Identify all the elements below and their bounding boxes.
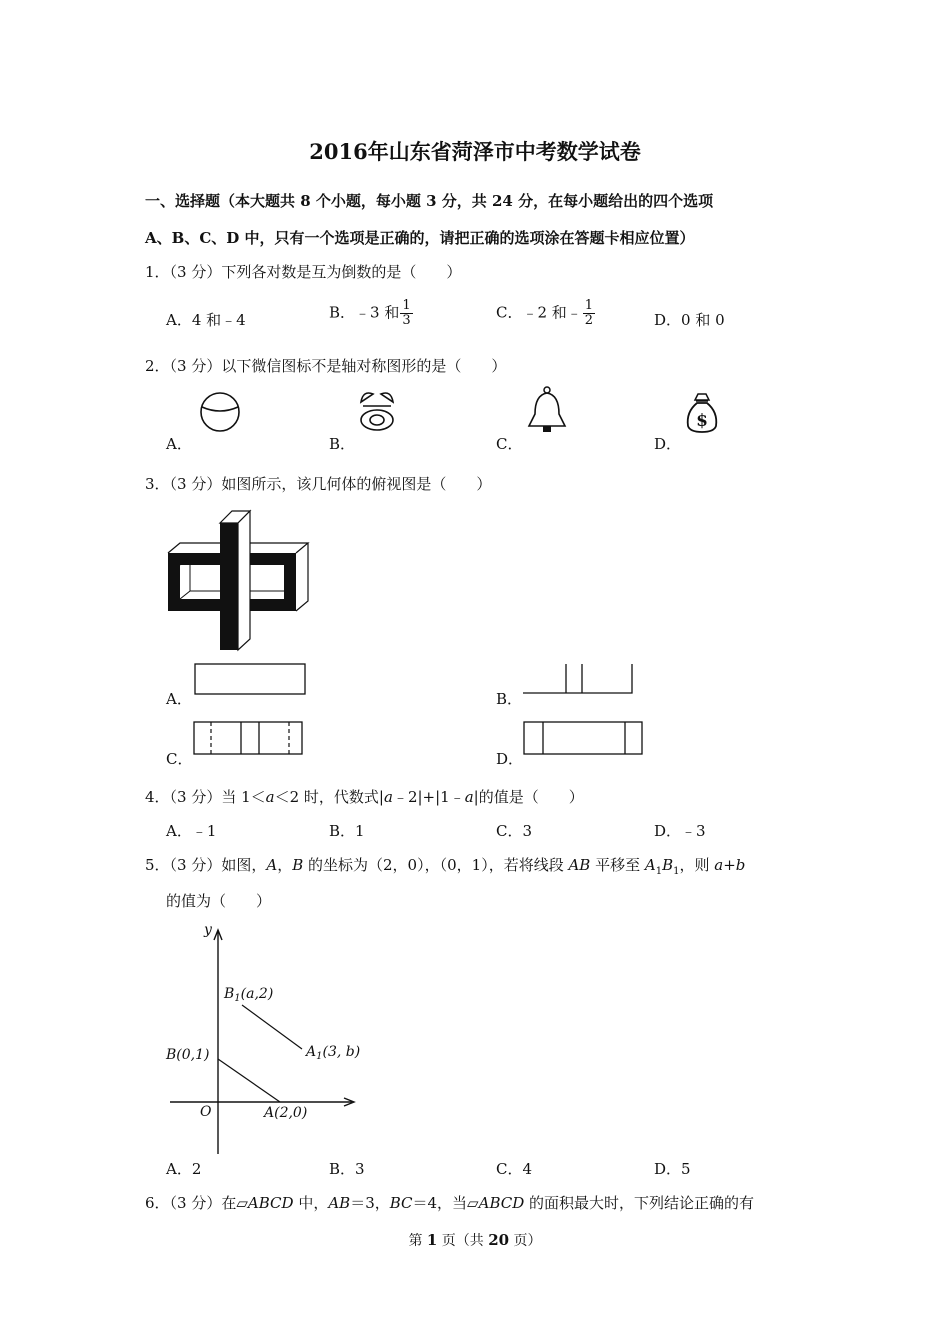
q6-stem-part: 中， (293, 1194, 329, 1212)
segment-ab: AB (568, 856, 591, 874)
section-heading-line2: A、B、C、D 中，只有一个选项是正确的，请把正确的选项涂在答题卡相应位置） (145, 229, 695, 247)
expression-a-plus-b: a+b (714, 856, 746, 874)
q3-option-a-figure (194, 662, 308, 696)
q5-stem-part: 平移至 (590, 856, 645, 874)
q4-option-b: B．1 (329, 822, 365, 840)
q6-stem-part: ＝3， (350, 1194, 390, 1212)
q6-stem-part: 6．（3 分）在▱ (145, 1194, 248, 1212)
q6-stem-part: ＝4，当▱ (412, 1194, 479, 1212)
ball-icon (196, 388, 244, 436)
q3-option-d: D． (496, 750, 524, 768)
q5-stem-part: ，则 (679, 856, 715, 874)
page-number: 1 (426, 1231, 438, 1249)
y-axis-label: y (204, 922, 212, 938)
q3-option-c-figure (193, 720, 305, 756)
q1-option-a: A．4 和﹣4 (166, 311, 246, 329)
section-heading-line1: 一、选择题（本大题共 8 个小题，每小题 3 分，共 24 分，在每小题给出的四个选项 (145, 192, 714, 210)
footer-text: 第 (408, 1233, 427, 1249)
q2-option-d: D． (654, 435, 682, 453)
q4-option-c: C．3 (496, 822, 533, 840)
fraction-denominator: 3 (402, 313, 411, 328)
q2-stem: 2．（3 分）以下微信图标不是轴对称图形的是（ ） (145, 357, 507, 375)
segment-bc: BC (389, 1194, 413, 1212)
q1-option-b-text: B．﹣3 和 (329, 303, 400, 322)
q3-option-b-figure (522, 662, 636, 696)
q5-stem-line1 (145, 854, 745, 877)
q3-solid-figure (160, 505, 320, 655)
point-b1: B (662, 856, 674, 874)
q5-stem-part: 5．（3 分）如图， (145, 856, 267, 874)
fraction-denominator: 2 (584, 313, 594, 328)
q4-stem-part: 4．（3 分）当 1＜ (145, 788, 266, 806)
q1-option-b (329, 299, 413, 328)
q4-stem (145, 786, 584, 807)
footer-text: 页（共 (437, 1233, 489, 1249)
q6-stem-part: 的面积最大时，下列结论正确的有 (524, 1194, 755, 1212)
point-a: A (266, 856, 278, 874)
footer-text: 页） (509, 1233, 542, 1249)
q3-stem: 3．（3 分）如图所示，该几何体的俯视图是（ ） (145, 475, 492, 493)
q4-stem-part: ﹣2|+|1﹣ (392, 788, 465, 806)
fraction-numerator: 1 (584, 298, 594, 313)
q4-stem-part: ＜2 时，代数式| (274, 788, 384, 806)
parallelogram-abcd: ABCD (478, 1194, 525, 1212)
segment-ab: AB (328, 1194, 351, 1212)
money-bag-icon (683, 392, 721, 436)
q1-option-b-fraction (400, 299, 412, 328)
q5-stem-line2: 的值为（ ） (166, 892, 272, 910)
page-title: 2016年山东省菏泽市中考数学试卷 (309, 139, 641, 164)
variable-a: a (265, 788, 275, 806)
q5-option-b: B．3 (329, 1160, 365, 1178)
q3-option-b: B． (496, 690, 523, 708)
q1-option-c-text: C．﹣2 和﹣ (496, 303, 582, 322)
q1-option-c-fraction (583, 299, 595, 328)
q3-option-c: C． (166, 750, 193, 768)
origin-label: O (200, 1104, 212, 1120)
q3-option-d-figure (523, 720, 645, 756)
q1-stem: 1．（3 分）下列各对数是互为倒数的是（ ） (145, 263, 462, 281)
q2-option-c: C． (496, 435, 523, 453)
q2-option-b: B． (329, 435, 356, 453)
q1-option-d: D．0 和 0 (654, 311, 725, 329)
q3-option-a: A． (166, 690, 192, 708)
point-a1: A (644, 856, 656, 874)
bell-icon (524, 384, 570, 436)
q5-coordinate-graph (160, 918, 370, 1168)
parallelogram-abcd: ABCD (247, 1194, 294, 1212)
subscript: 1 (655, 866, 663, 877)
q4-option-d: D．﹣3 (654, 822, 706, 840)
page-total: 20 (488, 1231, 510, 1249)
q4-stem-part: |的值是（ ） (473, 788, 584, 806)
variable-a: a (384, 788, 393, 806)
a1-point-label: $A_1(3$, b) (306, 1044, 361, 1062)
variable-a: a (464, 788, 474, 806)
q2-option-a: A． (166, 435, 192, 453)
dollar-sign: $ (696, 411, 708, 431)
q6-stem (145, 1192, 754, 1213)
q1-option-c (496, 299, 595, 328)
a-point-label: A(2,0) (264, 1105, 308, 1121)
subscript: 1 (673, 866, 680, 877)
fraction-numerator: 1 (402, 298, 411, 313)
b-point-label: B(0,1) (166, 1047, 210, 1063)
q4-option-a: A．﹣1 (166, 822, 217, 840)
b1-point-label: $B_1(a,2)$ (224, 986, 274, 1004)
q5-stem-part: ， (277, 856, 293, 874)
q5-option-a: A．2 (166, 1160, 202, 1178)
alarm-clock-icon (355, 388, 399, 436)
page-footer (0, 1230, 950, 1250)
point-b: B (292, 856, 304, 874)
q5-stem-part: 的坐标为（2，0），（0，1），若将线段 (303, 856, 569, 874)
q5-option-d: D．5 (654, 1160, 691, 1178)
q5-option-c: C．4 (496, 1160, 533, 1178)
